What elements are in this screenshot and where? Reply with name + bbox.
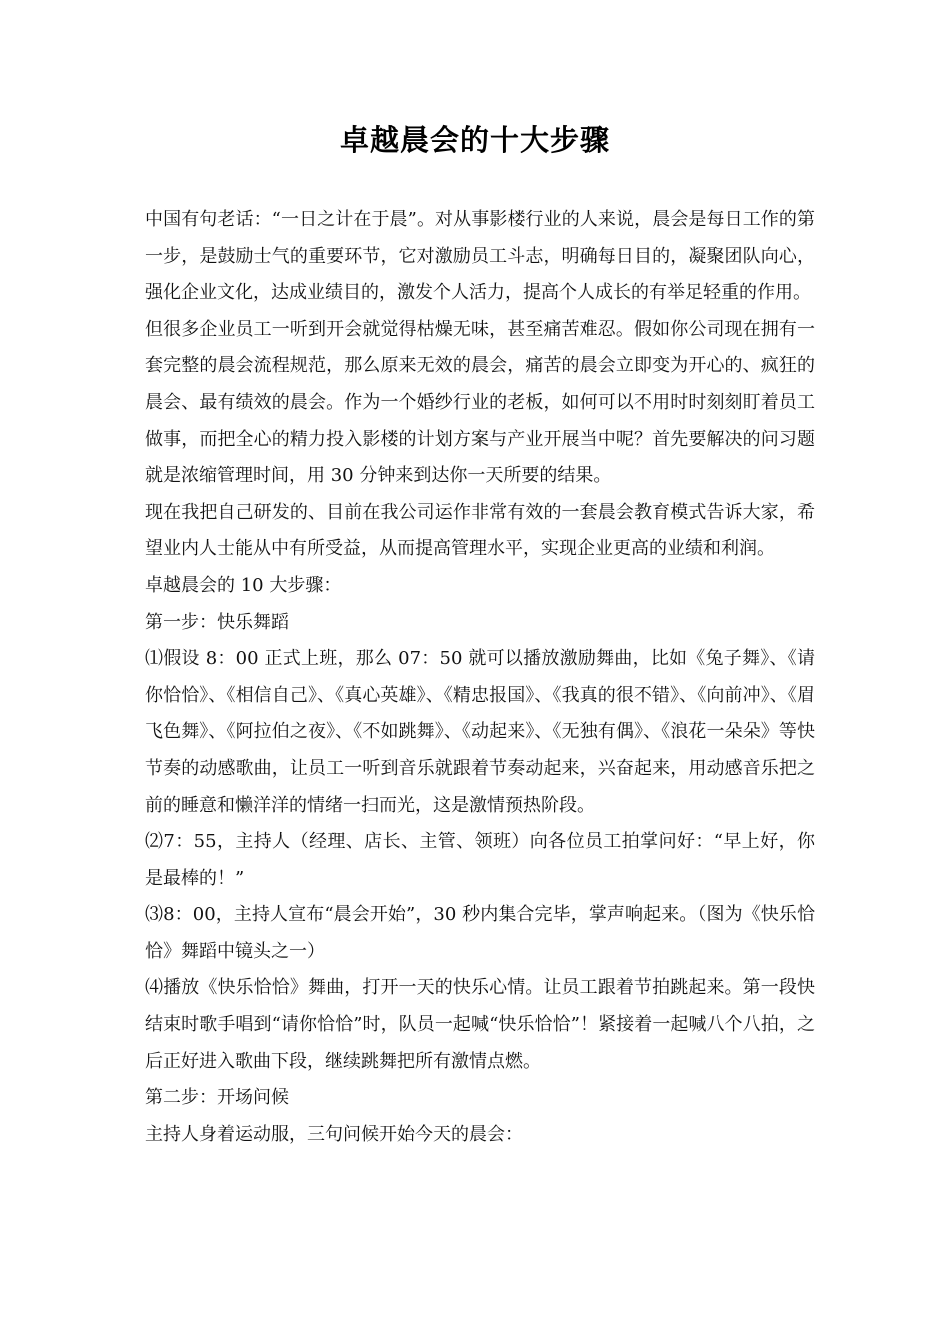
paragraph-step1-item1: ⑴假设 8：00 正式上班，那么 07：50 就可以播放激励舞曲，比如《兔子舞》、《请你恰恰》、《相信自己》、《真心英雄》、《精忠报国》、《我真的很不错》、《向前冲》、《眉飞色舞》、《阿拉伯之夜》、《不如跳舞》、《动起来》、《无独有偶》、《浪花一朵朵》等快节奏的动感歌曲，让员工一听到音乐就跟着节奏动起来，兴奋起来，用动感音乐把之前的睡意和懒洋洋的情绪一扫而光，这是激情预热阶段。 bbox=[145, 648, 815, 816]
paragraph-steps-heading: 卓越晨会的 10 大步骤： bbox=[145, 574, 342, 596]
paragraph-step1-heading: 第一步：快乐舞蹈 bbox=[145, 611, 289, 633]
paragraph-step2-heading: 第二步：开场问候 bbox=[145, 1087, 289, 1109]
paragraph-problem: 但很多企业员工一听到开会就觉得枯燥无味，甚至痛苦难忍。假如你公司现在拥有一套完整的晨会流程规范，那么原来无效的晨会，痛苦的晨会立即变为开心的、疯狂的晨会、最有绩效的晨会。作为一个婚纱行业的老板，如何可以不用时时刻刻盯着员工做事，而把全心的精力投入影楼的计划方案与产业开展当中呢？首先要解决的问习题就是浓缩管理时间，用 30 分钟来到达你一天所要的结果。 bbox=[145, 318, 815, 487]
paragraph-intro: 中国有句老话：“一日之计在于晨”。对从事影楼行业的人来说，晨会是每日工作的第一步，是鼓励士气的重要环节，它对激励员工斗志，明确每日目的，凝聚团队向心，强化企业文化，达成业绩目的，激发个人活力，提高个人成长的有举足轻重的作用。 bbox=[145, 209, 815, 304]
paragraph-step1-item3: ⑶8：00，主持人宣布“晨会开始”，30 秒内集合完毕，掌声响起来。（图为《快乐恰恰》舞蹈中镜头之一） bbox=[145, 904, 815, 962]
paragraph-step1-item2: ⑵7：55，主持人（经理、店长、主管、领班）向各位员工拍掌问好：“早上好，你是最棒的！” bbox=[145, 831, 815, 889]
paragraph-step1-item4: ⑷播放《快乐恰恰》舞曲，打开一天的快乐心情。让员工跟着节拍跳起来。第一段快结束时歌手唱到“请你恰恰”时，队员一起喊“快乐恰恰”！紧接着一起喊八个八拍，之后正好进入歌曲下段，继续跳舞把所有激情点燃。 bbox=[145, 977, 815, 1072]
document-body bbox=[145, 202, 815, 1153]
document-title: 卓越晨会的十大步骤 bbox=[339, 123, 610, 157]
paragraph-step2-intro: 主持人身着运动服，三句问候开始今天的晨会： bbox=[145, 1123, 523, 1145]
paragraph-share: 现在我把自己研发的、目前在我公司运作非常有效的一套晨会教育模式告诉大家，希望业内人士能从中有所受益，从而提高管理水平，实现企业更高的业绩和利润。 bbox=[145, 501, 815, 560]
